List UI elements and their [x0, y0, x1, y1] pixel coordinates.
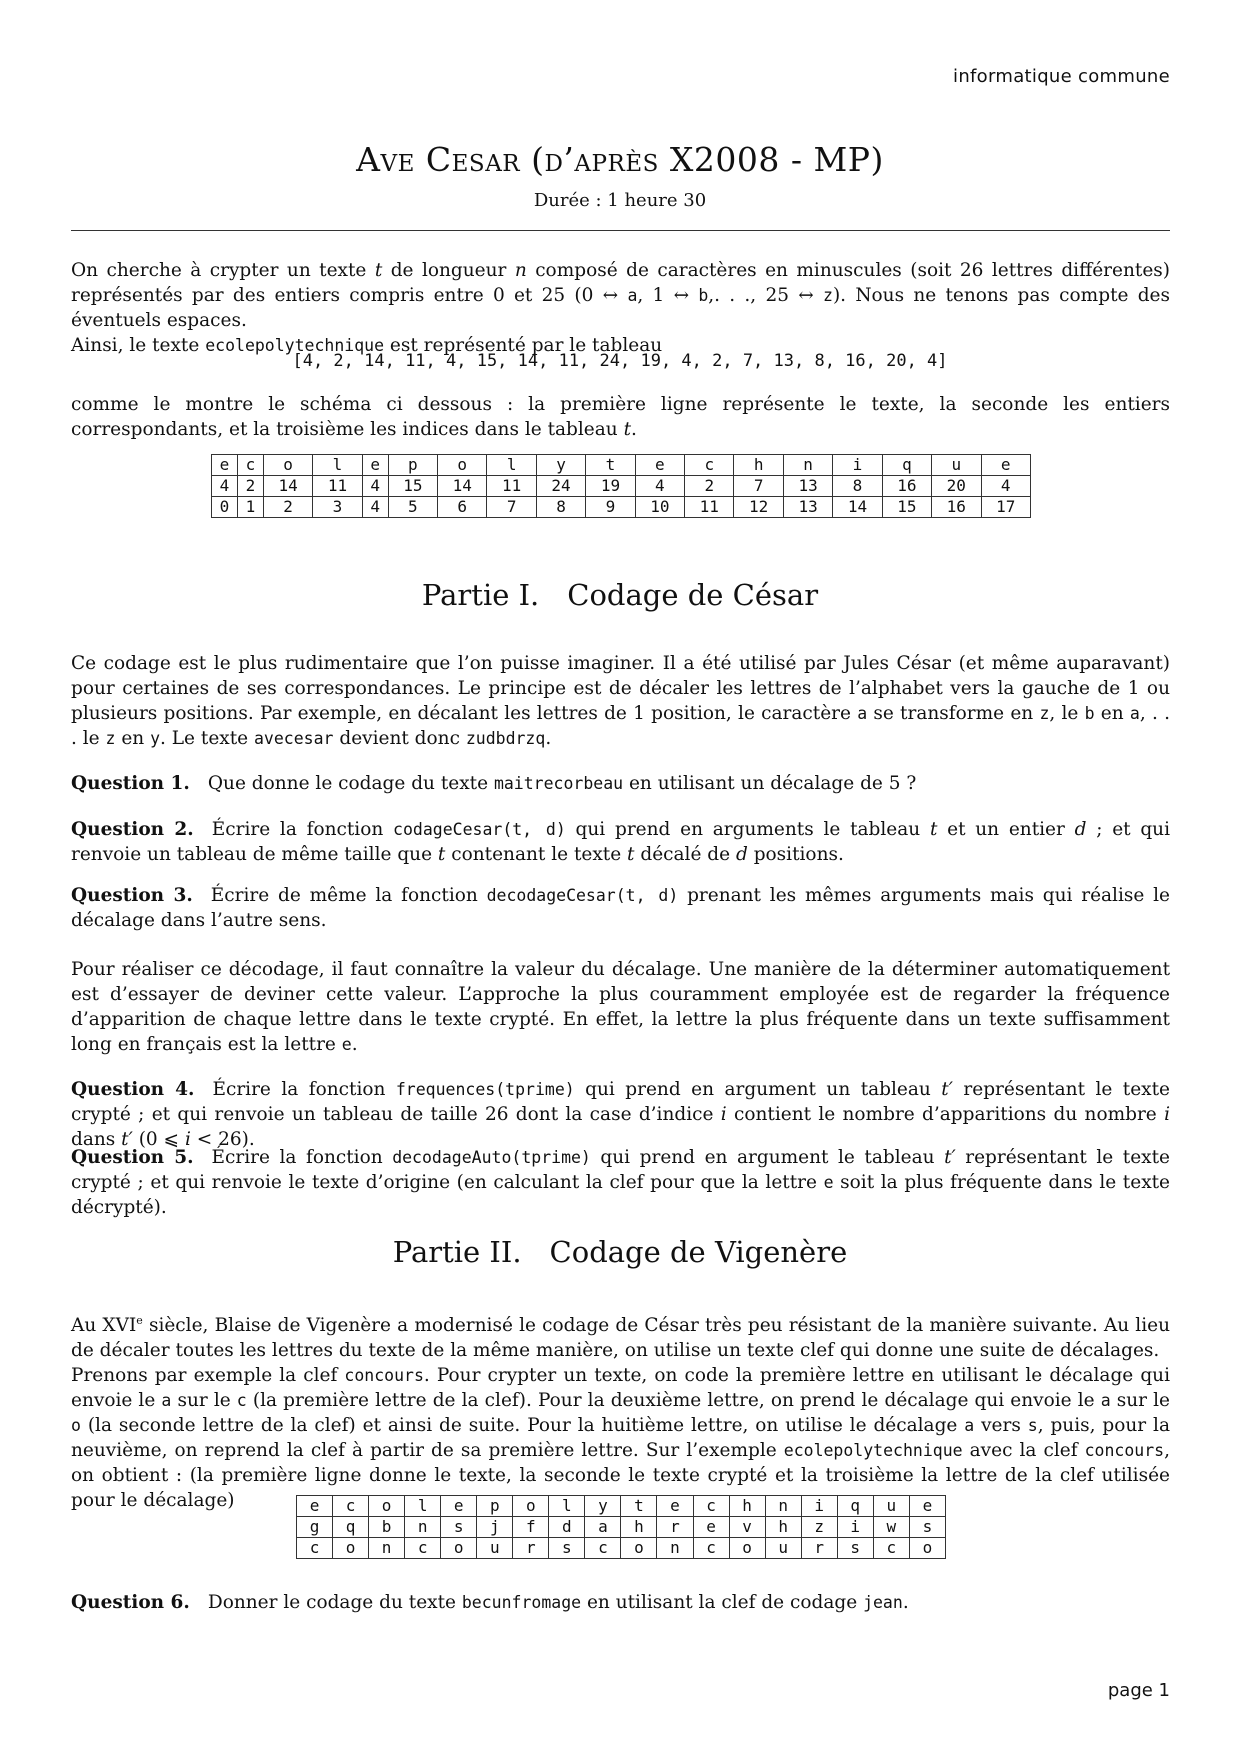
document-title: Ave Cesar (d’après X2008 - MP) [356, 140, 884, 179]
table-row [212, 476, 1031, 497]
intro-paragraph-2: comme le montre le schéma ci dessous : la première ligne représente le texte, la seconde les entiers correspondants, et la troisième les indices dans le tableau t. [71, 394, 1170, 440]
table-cell: 2 [263, 497, 312, 518]
table-cell: 11 [487, 476, 536, 497]
table-cell: n [765, 1496, 801, 1517]
table-cell: v [729, 1517, 765, 1538]
table-cell: h [765, 1517, 801, 1538]
table-row [212, 497, 1031, 518]
table-cell: 19 [586, 476, 635, 497]
table-cell: d [549, 1517, 585, 1538]
table-cell: r [657, 1517, 693, 1538]
table-cell: q [837, 1496, 873, 1517]
table-cell: 24 [536, 476, 585, 497]
table-cell: p [477, 1496, 513, 1517]
table-cell: l [405, 1496, 441, 1517]
table-cell: 17 [981, 497, 1031, 518]
table-cell: 16 [882, 476, 931, 497]
question-5: Question 5. Écrire la fonction decodageAuto(tprime) qui prend en argument le tableau t′ représentant le texte crypté ; et qui renvoie le texte d’origine (en calculant la clef pour que la lettre e soit la plus fréquente dans le texte décrypté). [71, 1147, 1171, 1218]
question-6: Question 6. Donner le codage du texte becunfromage en utilisant la clef de codage jean. [71, 1592, 909, 1613]
table-cell: u [932, 455, 981, 476]
table-cell: n [369, 1538, 405, 1559]
table-cell: i [833, 455, 882, 476]
title-rule [71, 230, 1170, 231]
table-cell: 8 [833, 476, 882, 497]
table-cell: g [297, 1517, 333, 1538]
table-cell: 0 [212, 497, 238, 518]
table-cell: 16 [932, 497, 981, 518]
table-cell: o [369, 1496, 405, 1517]
table-cell: o [333, 1538, 369, 1559]
table-cell: u [765, 1538, 801, 1559]
table-cell: 7 [734, 476, 783, 497]
question-4: Question 4. Écrire la fonction frequences(tprime) qui prend en argument un tableau t′ représentant le texte crypté ; et qui renvoie un tableau de taille 26 dont la case d’indice i contient le nombre d’apparitions du nombre i dans t′ (0 ⩽ i < 26). [71, 1079, 1170, 1150]
table-cell: c [237, 455, 263, 476]
table-cell: c [585, 1538, 621, 1559]
table-cell: q [882, 455, 931, 476]
table-cell: r [513, 1538, 549, 1559]
table-cell: n [783, 455, 832, 476]
table-cell: t [621, 1496, 657, 1517]
example-array: [4, 2, 14, 11, 4, 15, 14, 11, 24, 19, 4, 2, 7, 13, 8, 16, 20, 4] [292, 351, 948, 371]
table-cell: s [549, 1538, 585, 1559]
table-cell: c [693, 1538, 729, 1559]
table-cell: s [837, 1538, 873, 1559]
table-cell: o [729, 1538, 765, 1559]
table-cell: s [441, 1517, 477, 1538]
table-cell: e [635, 455, 684, 476]
table-cell: e [693, 1517, 729, 1538]
table-cell: 8 [536, 497, 585, 518]
table-cell: l [313, 455, 362, 476]
table-cell: c [685, 455, 734, 476]
table-cell: e [657, 1496, 693, 1517]
encoding-table [211, 454, 1031, 518]
vigenere-table [296, 1495, 946, 1559]
page-number: page 1 [1107, 1680, 1170, 1701]
question-1: Question 1. Que donne le codage du texte maitrecorbeau en utilisant un décalage de 5 ? [71, 773, 917, 794]
table-cell: j [477, 1517, 513, 1538]
part2-paragraph: Au XVIe siècle, Blaise de Vigenère a modernisé le codage de César très peu résistant de la manière suivante. Au lieu de décaler toutes les lettres du texte de la même manière, on utilise un texte clef qui donne une suite de décalages. Prenons par exemple la clef concours. Pour crypter un texte, on code la première lettre en utilisant le décalage qui envoie le a sur le c (la première lettre de la clef). Pour la deuxième lettre, on prend le décalage qui envoie le a sur le o (la seconde lettre de la clef) et ainsi de suite. Pour la huitième lettre, on utilise le décalage a vers s, puis, pour la neuvième, on reprend la clef à partir de sa première lettre. Sur l’exemple ecolepolytechnique avec la clef concours, on obtient : (la première ligne donne le texte, la seconde le texte crypté et la troisième la lettre de la clef utilisée pour le décalage) [71, 1314, 1170, 1512]
table-cell: 20 [932, 476, 981, 497]
part1-paragraph: Ce codage est le plus rudimentaire que l’on puisse imaginer. Il a été utilisé par Jules César (et même auparavant) pour certaines de ses correspondances. Le principe est de décaler les lettres de l’alphabet vers la gauche de 1 ou plusieurs positions. Par exemple, en décalant les lettres de 1 position, le caractère a se transforme en z, le b en a, . . . le z en y. Le texte avecesar devient donc zudbdrzq. [71, 653, 1170, 749]
table-cell: 2 [237, 476, 263, 497]
table-cell: o [441, 1538, 477, 1559]
table-cell: 4 [362, 476, 388, 497]
table-cell: 9 [586, 497, 635, 518]
table-cell: 3 [313, 497, 362, 518]
table-cell: y [585, 1496, 621, 1517]
table-cell: l [487, 455, 536, 476]
table-cell: e [212, 455, 238, 476]
table-cell: 2 [685, 476, 734, 497]
table-cell: f [513, 1517, 549, 1538]
table-cell: 6 [438, 497, 487, 518]
table-cell: y [536, 455, 585, 476]
table-cell: b [369, 1517, 405, 1538]
table-cell: i [801, 1496, 837, 1517]
table-row [297, 1538, 946, 1559]
table-cell: 1 [237, 497, 263, 518]
table-cell: l [549, 1496, 585, 1517]
table-cell: i [837, 1517, 873, 1538]
table-cell: 4 [212, 476, 238, 497]
question-3: Question 3. Écrire de même la fonction decodageCesar(t, d) prenant les mêmes arguments mais qui réalise le décalage dans l’autre sens. [71, 885, 1170, 931]
table-cell: e [981, 455, 1031, 476]
table-cell: c [693, 1496, 729, 1517]
table-cell: e [909, 1496, 945, 1517]
table-cell: n [657, 1538, 693, 1559]
table-cell: h [734, 455, 783, 476]
table-row [297, 1496, 946, 1517]
table-cell: 4 [362, 497, 388, 518]
table-cell: w [873, 1517, 909, 1538]
table-cell: 12 [734, 497, 783, 518]
table-cell: u [477, 1538, 513, 1559]
table-cell: c [405, 1538, 441, 1559]
header-label: informatique commune [953, 66, 1170, 87]
table-cell: q [333, 1517, 369, 1538]
table-cell: c [333, 1496, 369, 1517]
table-cell: r [801, 1538, 837, 1559]
table-cell: 4 [635, 476, 684, 497]
table-cell: 13 [783, 476, 832, 497]
table-cell: 10 [635, 497, 684, 518]
document-duration: Durée : 1 heure 30 [533, 190, 707, 211]
table-cell: 14 [438, 476, 487, 497]
table-cell: c [297, 1538, 333, 1559]
table-cell: p [388, 455, 437, 476]
table-cell: h [621, 1517, 657, 1538]
table-cell: o [909, 1538, 945, 1559]
table-cell: 15 [882, 497, 931, 518]
table-cell: s [909, 1517, 945, 1538]
table-cell: 14 [833, 497, 882, 518]
table-cell: e [441, 1496, 477, 1517]
table-cell: h [729, 1496, 765, 1517]
table-cell: o [621, 1538, 657, 1559]
table-cell: o [263, 455, 312, 476]
table-cell: e [297, 1496, 333, 1517]
table-cell: 13 [783, 497, 832, 518]
table-row [297, 1517, 946, 1538]
intro-paragraph-1: On cherche à crypter un texte t de longueur n composé de caractères en minuscules (soit 26 lettres différentes) représentés par des entiers compris entre 0 et 25 (0 ↔ a, 1 ↔ b,. . ., 25 ↔ z). Nous ne tenons pas compte des éventuels espaces. Ainsi, le texte ecolepolytechnique est représenté par le tableau [71, 260, 1170, 356]
table-cell: 4 [981, 476, 1031, 497]
section-heading-part1: Partie I. Codage de César [421, 578, 819, 612]
part1-paragraph-2: Pour réaliser ce décodage, il faut connaître la valeur du décalage. Une manière de la déterminer automatiquement est d’essayer de deviner cette valeur. L’approche la plus couramment employée est de regarder la fréquence d’apparition de chaque lettre dans le texte crypté. En effet, la lettre la plus fréquente dans un texte suffisamment long en français est la lettre e. [71, 959, 1170, 1055]
table-cell: z [801, 1517, 837, 1538]
table-cell: c [873, 1538, 909, 1559]
table-cell: 7 [487, 497, 536, 518]
table-cell: 15 [388, 476, 437, 497]
table-cell: u [873, 1496, 909, 1517]
table-cell: 11 [685, 497, 734, 518]
table-cell: 5 [388, 497, 437, 518]
table-cell: a [585, 1517, 621, 1538]
table-cell: n [405, 1517, 441, 1538]
table-cell: 14 [263, 476, 312, 497]
table-cell: e [362, 455, 388, 476]
table-cell: o [513, 1496, 549, 1517]
table-cell: t [586, 455, 635, 476]
table-row [212, 455, 1031, 476]
table-cell: 11 [313, 476, 362, 497]
table-cell: o [438, 455, 487, 476]
question-2: Question 2. Écrire la fonction codageCesar(t, d) qui prend en arguments le tableau t et un entier d ; et qui renvoie un tableau de même taille que t contenant le texte t décalé de d positions. [71, 819, 1170, 865]
section-heading-part2: Partie II. Codage de Vigenère [392, 1235, 848, 1269]
